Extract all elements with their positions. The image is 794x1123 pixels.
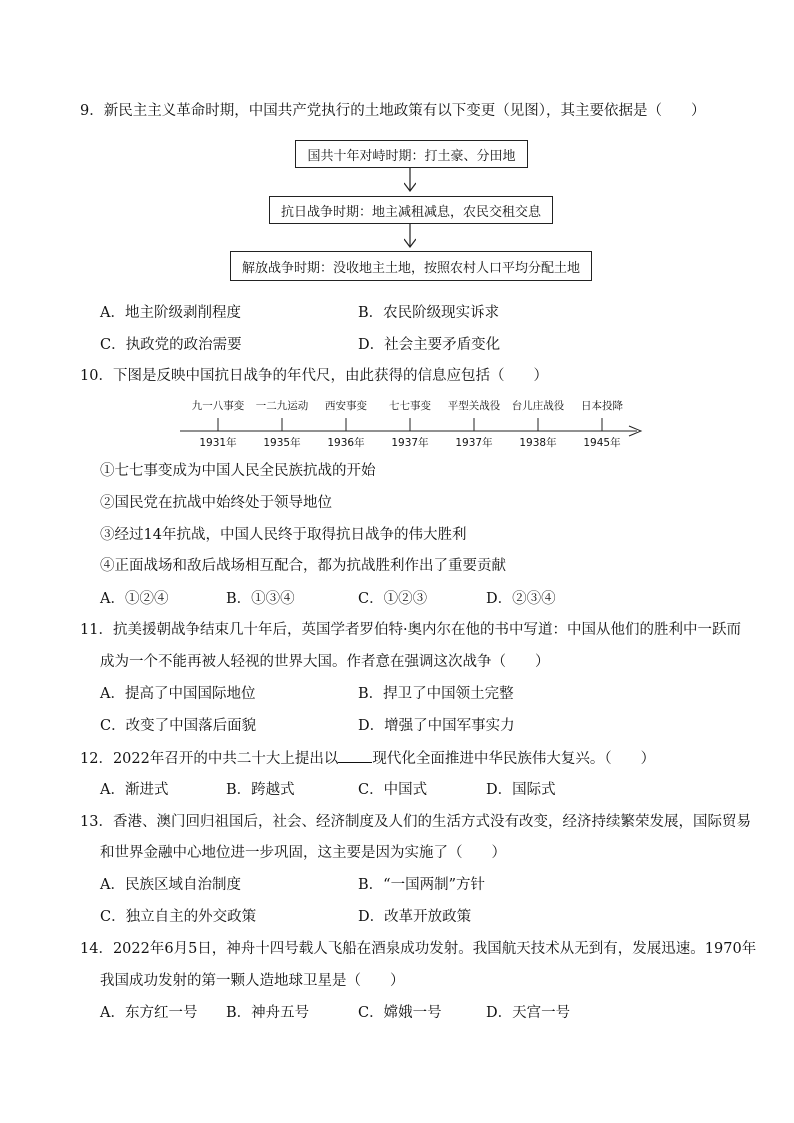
q10-option-a[interactable]: A．①②④	[100, 591, 169, 607]
q13-stem-line2: 和世界金融中心地位进一步巩固，这主要是因为实施了（ ）	[100, 845, 506, 861]
q14-option-d[interactable]: D．天宫一号	[486, 1005, 571, 1021]
q10-statement-2: ②国民党在抗战中始终处于领导地位	[100, 495, 332, 511]
flow-down-arrow-icon	[404, 168, 416, 192]
q9-flow-box-1: 国共十年对峙时期：打土豪、分田地	[295, 140, 528, 168]
q12-stem	[80, 748, 655, 769]
q14-stem-line1: 14．2022年6月5日，神舟十四号载人飞船在酒泉成功发射。我国航天技术从无到有，发展迅速。1970年	[80, 941, 757, 957]
q10-option-c[interactable]: C．①②③	[358, 591, 428, 607]
q14-stem-line2: 我国成功发射的第一颗人造地球卫星是（ ）	[100, 973, 405, 989]
q14-option-a[interactable]: A．东方红一号	[100, 1005, 198, 1021]
q9-option-b[interactable]: B．农民阶级现实诉求	[358, 305, 500, 321]
q10-option-b[interactable]: B．①③④	[226, 591, 295, 607]
q12-option-b[interactable]: B．跨越式	[226, 782, 295, 798]
timeline-year-label: 1937年	[391, 437, 429, 449]
timeline-year-label: 1936年	[327, 437, 365, 449]
q9-flow-box-3: 解放战争时期：没收地主土地，按照农村人口平均分配土地	[230, 251, 592, 281]
q11-stem-line2: 成为一个不能再被人轻视的世界大国。作者意在强调这次战争（ ）	[100, 654, 550, 670]
q11-option-d[interactable]: D．增强了中国军事实力	[358, 718, 515, 734]
q10-stem: 10．下图是反映中国抗日战争的年代尺，由此获得的信息应包括（ ）	[80, 368, 548, 384]
q12-stem-part2: 现代化全面推进中华民族伟大复兴。（ ）	[372, 751, 656, 767]
flow-down-arrow-icon	[404, 224, 416, 248]
timeline-year-label: 1945年	[583, 437, 621, 449]
q13-option-c[interactable]: C．独立自主的外交政策	[100, 909, 257, 925]
q10-statement-3: ③经过14年抗战，中国人民终于取得抗日战争的伟大胜利	[100, 527, 467, 543]
timeline-event-label: 日本投降	[581, 400, 623, 412]
q12-answer-blank[interactable]	[338, 748, 372, 763]
q10-statement-4: ④正面战场和敌后战场相互配合，都为抗战胜利作出了重要贡献	[100, 558, 506, 574]
timeline-chart	[175, 393, 650, 453]
q9-stem: 9．新民主主义革命时期，中国共产党执行的土地政策有以下变更（见图），其主要依据是（ ）	[80, 103, 706, 119]
q9-flow-box-2: 抗日战争时期：地主减租减息，农民交租交息	[269, 196, 553, 224]
q10-option-d[interactable]: D．②③④	[486, 591, 556, 607]
timeline-year-label: 1931年	[199, 437, 237, 449]
timeline-year-label: 1938年	[519, 437, 557, 449]
timeline-event-label: 西安事变	[325, 400, 367, 412]
q9-option-d[interactable]: D．社会主要矛盾变化	[358, 337, 501, 353]
q9-option-a[interactable]: A．地主阶级剥削程度	[100, 305, 241, 321]
q12-option-d[interactable]: D．国际式	[486, 782, 556, 798]
timeline-event-label: 台儿庄战役	[511, 400, 565, 412]
q10-statement-1: ①七七事变成为中国人民全民族抗战的开始	[100, 463, 376, 479]
timeline-event-label: 九一八事变	[191, 400, 245, 412]
q11-option-c[interactable]: C．改变了中国落后面貌	[100, 718, 257, 734]
timeline-event-label: 一二九运动	[255, 400, 309, 412]
q13-stem-line1: 13．香港、澳门回归祖国后，社会、经济制度及人们的生活方式没有改变，经济持续繁荣发展，国际贸易	[80, 814, 751, 830]
q13-option-a[interactable]: A．民族区域自治制度	[100, 877, 241, 893]
q13-option-d[interactable]: D．改革开放政策	[358, 909, 472, 925]
q9-option-c[interactable]: C．执政党的政治需要	[100, 337, 242, 353]
q14-option-c[interactable]: C．嫦娥一号	[358, 1005, 442, 1021]
q12-option-c[interactable]: C．中国式	[358, 782, 428, 798]
q11-option-b[interactable]: B．捍卫了中国领土完整	[358, 686, 514, 702]
q11-stem-line1: 11．抗美援朝战争结束几十年后，英国学者罗伯特·奥内尔在他的书中写道：中国从他们的胜利中一跃而	[80, 622, 742, 638]
q12-stem-part1: 12．2022年召开的中共二十大上提出以	[80, 751, 339, 767]
q11-option-a[interactable]: A．提高了中国国际地位	[100, 686, 256, 702]
timeline-year-label: 1937年	[455, 437, 493, 449]
q13-option-b[interactable]: B．“一国两制”方针	[358, 877, 485, 893]
q12-option-a[interactable]: A．渐进式	[100, 782, 169, 798]
timeline-event-label: 平型关战役	[447, 400, 501, 412]
timeline-event-label: 七七事变	[389, 400, 431, 412]
timeline-year-label: 1935年	[263, 437, 301, 449]
q14-option-b[interactable]: B．神舟五号	[226, 1005, 310, 1021]
